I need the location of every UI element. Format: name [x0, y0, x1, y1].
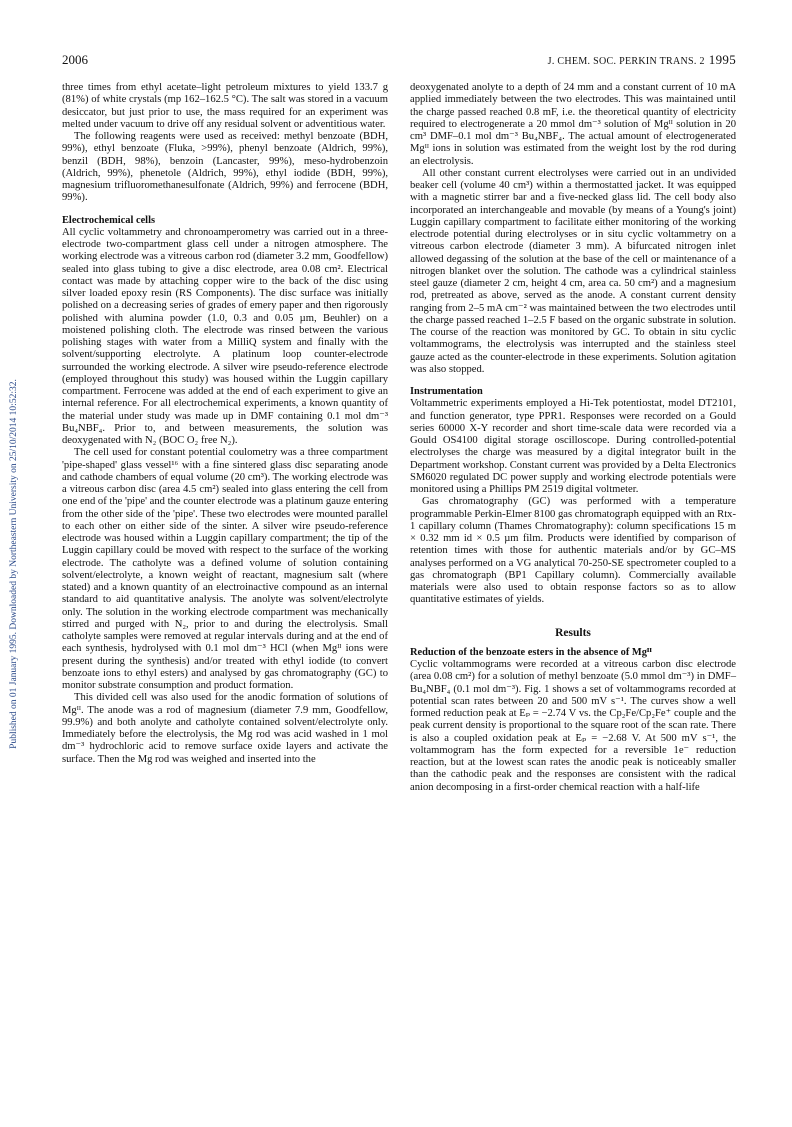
journal-year: 1995	[708, 52, 736, 67]
journal-title	[548, 52, 736, 68]
page-number: 2006	[62, 52, 88, 67]
journal-name: J. CHEM. SOC. PERKIN TRANS. 2	[547, 56, 705, 67]
paragraph: three times from ethyl acetate–light petroleum mixtures to yield 133.7 g (81%) of white crystals (mp 162–162.5 °C). The salt was stored in a vacuum desiccator, but just prior to use, the mass required for an experiment was melted under vacuum to drive off any residual solvent or adventitious water.	[62, 82, 388, 130]
paragraph: The cell used for constant potential coulometry was a three compartment 'pipe-shaped' glass vessel¹⁶ with a fine sintered glass disc separating anode and cathode chambers of equal volume (20 cm³). The working electrode was a vitreous carbon disc (area 4.5 cm²) sealed into glass entering the cell from one end of the 'pipe' and the counter electrode was a platinum gauze entering from the other side of the 'pipe'. These two electrodes were mounted parallel to each other on either side of the sinter. A silver wire pseudo-reference electrode was housed within a Luggin capillary compartment; the tip of the Luggin capillary could be moved with respect to the surface of the working electrode. The catholyte was a defined volume of solution containing solvent/electrolyte, a known weight of reactant, magnesium salt (where stated) and a known quantity of an electroinactive compound as an internal standard to aid quantitative analysis. The anolyte was solvent/electrolyte only. The solution in the working electrode compartment was mechanically stirred and purged with N₂, prior to and during the electrolysis. Small catholyte samples were removed at regular intervals during and at the end of each synthesis, hydrolysed with 0.1 mol dm⁻³ HCl (when Mgᴵᴵ ions were present during the synthesis) and/or treated with ethyl iodide (to convert benzoate ions to ethyl esters) and analysed by gas chromatography (GC) to monitor substrate consumption and product formation.	[62, 447, 388, 691]
paragraph: This divided cell was also used for the anodic formation of solutions of Mgᴵᴵ. The anode was a rod of magnesium (diameter 7.9 mm, Goodfellow, 99.9%) and both anolyte and catholyte contained solvent/electrolyte only. Immediately before the electrolysis, the Mg rod was acid washed in 1 mol dm⁻³ hydrochloric acid to remove surface oxide layers and activate the surface. Then the Mg rod was weighed and inserted into the	[62, 692, 388, 765]
section-heading-electrochemical-cells: Electrochemical cells	[62, 214, 155, 226]
paragraph: Gas chromatography (GC) was performed with a temperature programmable Perkin-Elmer 8100 gas chromatograph equipped with an Rtx-1 capillary column (Thames Chromatography): column specifications 15 m × 0.32 mm id × 0.5 µm film. Products were identified by comparison of retention times with those for authentic materials and/or by GC–MS analyses performed on a VG analytical 70-250-SE spectrometer coupled to a gas chromatograph (BP1 Capillary column). Commercially available materials were also used to obtain response factors so as to allow quantitative estimates of yields.	[410, 496, 736, 606]
section-heading-reduction: Reduction of the benzoate esters in the absence of Mgᴵᴵ	[410, 646, 652, 658]
page-header	[62, 52, 736, 70]
download-notice[interactable]: Published on 01 January 1995. Downloaded by Northeastern University on 25/10/2014 10:52:32.	[9, 378, 19, 749]
paragraph: All other constant current electrolyses were carried out in an undivided beaker cell (volume 40 cm³) within a thermostatted jacket. It was equipped with a magnetic stirrer bar and a five-necked glass lid. The cell body also incorporated an interchangeable and movable (by means of a Young's joint) Luggin capillary compartment to facilitate either monitoring of the working electrode potential during electrolyses or in situ cyclic voltammetry on a vitreous carbon electrode (diameter 3 mm). A bifurcated nitrogen inlet allowed degassing of the solution at the base of the cell or maintenance of a nitrogen blanket over the solution. The cathode was a cylindrical stainless steel gauze (diameter 2 cm, height 4 cm, area ca. 50 cm²) and a magnesium rod, pretreated as above, served as the anode. A constant current density ranging from 2–5 mA cm⁻² was maintained between the two electrodes until the charge passed reached 1–2.5 F based on the organic substrate in solution. The course of the reaction was monitored by GC. To obtain in situ cyclic voltammograms, the electrolysis was interrupted and the stainless steel gauze acted as the counter-electrode in these experiments. Solution agitation was also stopped.	[410, 167, 736, 375]
left-column	[62, 82, 388, 766]
results-heading: Results	[555, 626, 591, 639]
paragraph: The following reagents were used as received: methyl benzoate (BDH, 99%), ethyl benzoate (Fluka, >99%), phenyl benzoate (Aldrich, 99%), benzil (BDH, 98%), benzoin (Lancaster, 99%), meso-hydrobenzoin (Aldrich, 99%), phenetole (Aldrich, 99%), ethyl iodide (BDH, 99%), magnesium trifluoromethanesulfonate (Aldrich, 99%) and ferrocene (BDH, 99%).	[62, 131, 388, 204]
section-heading-instrumentation: Instrumentation	[410, 386, 483, 397]
right-column	[410, 82, 736, 794]
paragraph: Cyclic voltammograms were recorded at a vitreous carbon disc electrode (area 0.08 cm²) for a solution of methyl benzoate (5.0 mmol dm⁻³) in DMF–Bu₄NBF₄ (0.1 mol dm⁻³). Fig. 1 shows a set of voltammograms recorded at potential scan rates between 20 and 500 mV s⁻¹. The curves show a well formed reduction peak at Eₚ = −2.74 V vs. the Cp₂Fe/Cp₂Fe⁺ couple and the peak current density is proportional to the square root of the scan rate. There is also a coupled oxidation peak at Eₚ = −2.68 V. At 500 mV s⁻¹, the voltammogram has the form expected for a reversible 1e⁻ reduction reaction, but at the lowest scan rates the anodic peak is noticeably smaller than the cathodic peak and the responses are consistent with the radical anion decomposing in a first-order chemical reaction with a half-life	[410, 659, 736, 793]
paragraph: All cyclic voltammetry and chronoamperometry was carried out in a three-electrode two-compartment glass cell under a nitrogen atmosphere. The working electrode was a vitreous carbon rod (diameter 3.2 mm, Goodfellow) sealed into glass tubing to give a disc electrode, area 0.08 cm². Electrical contact was made by attaching copper wire to the back of the disc using silver loaded epoxy resin (RS Components). The disc surface was initially polished on a decreasing series of grades of emery paper and then rigorously polished with alumina powder (1.0, 0.3 and 0.05 µm, Beuhler) on a moistened polishing cloth. The electrode was rinsed between the various polishing stages with water from a MilliQ system and finally with the solvent/supporting electrolyte. A platinum loop counter-electrode surrounded the working electrode. A silver wire pseudo-reference electrode (employed throughout this study) was housed within the Luggin capillary compartment. Ferrocene was added at the end of each experiment to give an internal reference. For all electrochemical experiments, a known quantity of the material under study was made up in DMF containing 0.1 mol dm⁻³ Bu₄NBF₄. Prior to, and between measurements, the solution was deoxygenated with N₂ (BOC O₂ free N₂).	[62, 226, 388, 446]
paragraph: deoxygenated anolyte to a depth of 24 mm and a constant current of 10 mA applied immediately between the two electrodes. This was maintained until the charge passed reached 0.8 mF, i.e. the theoretical quantity of electricity required to electrogenerate a 20 mmol dm⁻³ solution of Mgᴵᴵ solution in 20 cm³ DMF–0.1 mol dm⁻³ Bu₄NBF₄. The actual amount of electrogenerated Mgᴵᴵ ions in solution was estimated from the weight lost by the rod during an electrolysis.	[410, 82, 736, 167]
paragraph: Voltammetric experiments employed a Hi-Tek potentiostat, model DT2101, and function generator, type PPR1. Responses were recorded on a Gould series 60000 X-Y recorder and short time-scale data were recorded via a Gould OS4100 digital storage oscilloscope. During controlled-potential electrolyses the charge was measured by a digital integrator built in the Department workshop. Constant current was provided by a Delta Electronics SM6020 regulated DC power supply and working electrode potentials were monitored using a Phillips PM 2519 digital voltmeter.	[410, 398, 736, 495]
